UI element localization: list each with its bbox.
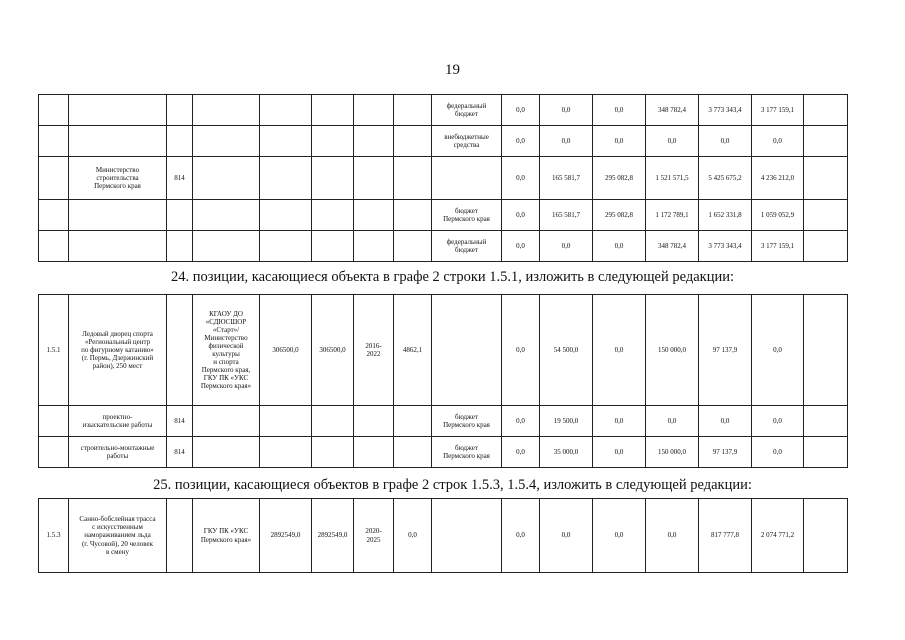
table-cell: 814	[167, 406, 193, 437]
table-cell	[193, 157, 260, 200]
table-cell: федеральный бюджет	[432, 95, 502, 126]
table-cell: проектно- изыскательские работы	[69, 406, 167, 437]
table-cell: 814	[167, 437, 193, 468]
table-cell: 0,0	[502, 231, 540, 262]
table-cell	[167, 499, 193, 573]
table-cell: 348 782,4	[646, 231, 699, 262]
table-cell	[354, 437, 394, 468]
table-cell	[167, 295, 193, 406]
table-cell	[394, 406, 432, 437]
table-cell: 1 172 789,1	[646, 200, 699, 231]
table-cell: 5 425 675,2	[699, 157, 752, 200]
table-cell: 2 074 771,2	[752, 499, 804, 573]
table-cell	[193, 200, 260, 231]
table-cell: 1.5.3	[39, 499, 69, 573]
table-cell: 0,0	[752, 126, 804, 157]
table-cell: 0,0	[502, 437, 540, 468]
table-cell	[804, 499, 848, 573]
table-cell: 0,0	[540, 95, 593, 126]
table-cell	[354, 95, 394, 126]
table-cell	[39, 437, 69, 468]
table-cell: 0,0	[394, 499, 432, 573]
table-cell: 814	[167, 157, 193, 200]
table-cell: 0,0	[646, 406, 699, 437]
table-cell	[260, 406, 312, 437]
table-cell	[260, 200, 312, 231]
table-cell	[312, 95, 354, 126]
table-cell: 0,0	[593, 231, 646, 262]
table-cell	[394, 126, 432, 157]
table-cell: внебюджетные средства	[432, 126, 502, 157]
table-cell: строительно-монтажные работы	[69, 437, 167, 468]
table-cell: 306500,0	[260, 295, 312, 406]
table-cell	[394, 157, 432, 200]
table-cell	[804, 95, 848, 126]
table-cell	[39, 157, 69, 200]
table-cell: 0,0	[502, 406, 540, 437]
table-cell: 1 059 052,9	[752, 200, 804, 231]
table-cell: 295 082,8	[593, 157, 646, 200]
table-cell: 150 000,0	[646, 295, 699, 406]
table-cell: бюджет Пермского края	[432, 200, 502, 231]
table-cell: 0,0	[540, 231, 593, 262]
table-cell	[804, 437, 848, 468]
table-cell	[167, 126, 193, 157]
table-cell: 1.5.1	[39, 295, 69, 406]
table-cell: ГКУ ПК «УКС Пермского края»	[193, 499, 260, 573]
table-cell: 0,0	[646, 126, 699, 157]
table-cell	[69, 126, 167, 157]
table-cell: 2892549,0	[260, 499, 312, 573]
table-cell	[260, 126, 312, 157]
table-cell	[69, 231, 167, 262]
table-cell	[260, 231, 312, 262]
table-cell: 165 581,7	[540, 200, 593, 231]
table-cell	[193, 126, 260, 157]
table-cell: 0,0	[752, 437, 804, 468]
table-cell: 165 581,7	[540, 157, 593, 200]
table-cell: 3 773 343,4	[699, 231, 752, 262]
table-cell	[394, 231, 432, 262]
table-cell: 1 521 571,5	[646, 157, 699, 200]
table-cell	[432, 157, 502, 200]
table-row	[39, 126, 848, 157]
table-cell	[354, 200, 394, 231]
table-cell	[39, 95, 69, 126]
table-cell: 0,0	[752, 406, 804, 437]
table-cell: 4 236 212,0	[752, 157, 804, 200]
table-cell	[432, 499, 502, 573]
table-cell	[167, 200, 193, 231]
object-table-1-5-3	[38, 498, 848, 573]
table-cell: 295 082,8	[593, 200, 646, 231]
table-cell	[39, 200, 69, 231]
table-row	[39, 231, 848, 262]
section-heading-24: 24. позиции, касающиеся объекта в графе 2 строки 1.5.1, изложить в следующей редакции:	[170, 269, 735, 285]
table-cell: 817 777,8	[699, 499, 752, 573]
table-cell: 0,0	[502, 499, 540, 573]
table-cell: 2020- 2025	[354, 499, 394, 573]
table-cell: бюджет Пермского края	[432, 406, 502, 437]
table-cell: 2016- 2022	[354, 295, 394, 406]
table-cell	[804, 295, 848, 406]
table-cell	[312, 231, 354, 262]
table-cell: 0,0	[646, 499, 699, 573]
table-cell	[312, 406, 354, 437]
table-cell	[260, 95, 312, 126]
table-cell: Министерство строительства Пермского края	[69, 157, 167, 200]
table-cell: 150 000,0	[646, 437, 699, 468]
table-cell	[804, 200, 848, 231]
budget-table-continued	[38, 94, 848, 262]
table-cell: 0,0	[699, 406, 752, 437]
table-cell	[39, 231, 69, 262]
table-cell	[804, 231, 848, 262]
table-cell: 0,0	[593, 95, 646, 126]
table-cell	[193, 95, 260, 126]
table-cell	[432, 295, 502, 406]
table-cell: 0,0	[502, 157, 540, 200]
table-cell: 4862,1	[394, 295, 432, 406]
table-cell: 0,0	[593, 499, 646, 573]
table-row	[39, 499, 848, 573]
table-cell	[804, 126, 848, 157]
table-cell	[193, 437, 260, 468]
table-cell	[193, 231, 260, 262]
table-cell: 19 500,0	[540, 406, 593, 437]
table-cell	[354, 157, 394, 200]
table-cell: 35 000,0	[540, 437, 593, 468]
table-cell: бюджет Пермского края	[432, 437, 502, 468]
table-cell	[260, 157, 312, 200]
table-cell: 0,0	[502, 95, 540, 126]
table-cell: 348 782,4	[646, 95, 699, 126]
section-heading-25: 25. позиции, касающиеся объектов в графе 2 строк 1.5.3, 1.5.4, изложить в следующей редакции:	[153, 477, 752, 493]
table-cell: 3 177 159,1	[752, 95, 804, 126]
table-cell: 97 137,9	[699, 437, 752, 468]
table-cell	[394, 200, 432, 231]
table-cell	[312, 157, 354, 200]
table-cell	[260, 437, 312, 468]
table-cell	[193, 406, 260, 437]
page-number: 19	[445, 62, 460, 78]
table-cell: Ледовый дворец спорта «Региональный центр по фигурному катанию» (г. Пермь, Дзержинский район), 250 мест	[69, 295, 167, 406]
table-cell: 0,0	[540, 126, 593, 157]
table-cell: 3 177 159,1	[752, 231, 804, 262]
table-cell	[312, 126, 354, 157]
table-cell	[804, 157, 848, 200]
table-cell: 0,0	[502, 126, 540, 157]
table-cell: Санно-бобслейная трасса с искусственным намораживанием льда (г. Чусовой), 20 человек в смену	[69, 499, 167, 573]
table-cell	[394, 95, 432, 126]
table-cell: 306500,0	[312, 295, 354, 406]
object-table-1-5-1	[38, 294, 848, 468]
table-cell: 1 652 331,8	[699, 200, 752, 231]
table-cell: 0,0	[752, 295, 804, 406]
table-cell: КГАОУ ДО «СДЮСШОР «Старт»/ Министерство физической культуры и спорта Пермского края, ГКУ ПК «УКС Пермского края»	[193, 295, 260, 406]
table-row	[39, 157, 848, 200]
table-cell	[39, 406, 69, 437]
table-cell	[354, 231, 394, 262]
table-cell: 0,0	[593, 406, 646, 437]
table-cell	[167, 231, 193, 262]
table-cell: 97 137,9	[699, 295, 752, 406]
table-row	[39, 200, 848, 231]
table-cell: 0,0	[502, 295, 540, 406]
table-cell: федеральный бюджет	[432, 231, 502, 262]
table-row	[39, 406, 848, 437]
table-cell: 2892549,0	[312, 499, 354, 573]
table-cell	[804, 406, 848, 437]
table-cell: 54 500,0	[540, 295, 593, 406]
table-cell	[167, 95, 193, 126]
table-cell: 0,0	[502, 200, 540, 231]
table-cell	[394, 437, 432, 468]
table-cell: 0,0	[593, 126, 646, 157]
table-cell: 0,0	[540, 499, 593, 573]
table-cell	[312, 437, 354, 468]
table-row	[39, 437, 848, 468]
table-cell: 3 773 343,4	[699, 95, 752, 126]
table-cell	[69, 200, 167, 231]
table-cell: 0,0	[593, 295, 646, 406]
table-cell	[354, 126, 394, 157]
table-cell	[69, 95, 167, 126]
table-cell: 0,0	[699, 126, 752, 157]
table-cell: 0,0	[593, 437, 646, 468]
table-row	[39, 295, 848, 406]
table-cell	[312, 200, 354, 231]
table-cell	[354, 406, 394, 437]
table-cell	[39, 126, 69, 157]
table-row	[39, 95, 848, 126]
